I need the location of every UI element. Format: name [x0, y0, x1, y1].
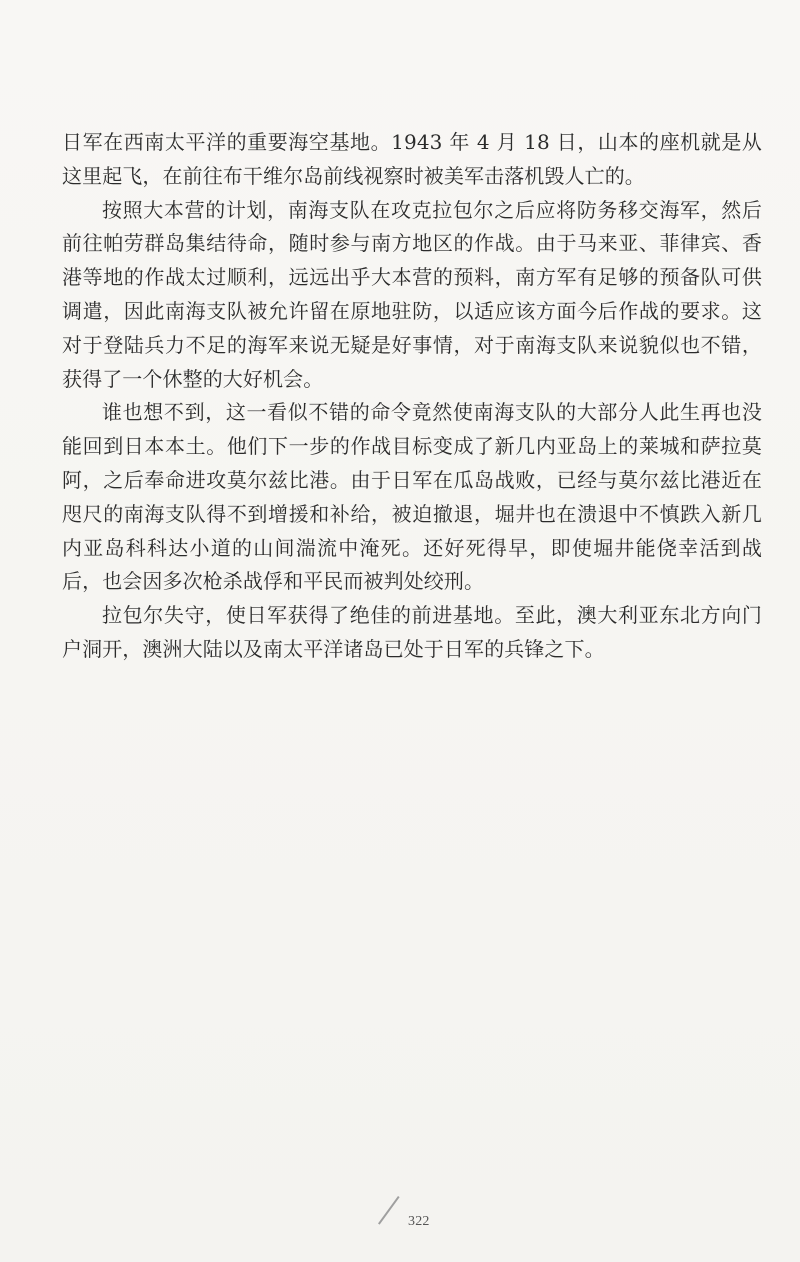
page-number-slash	[378, 1196, 400, 1225]
page-number: 322	[408, 1214, 430, 1229]
paragraph-2: 按照大本营的计划，南海支队在攻克拉包尔之后应将防务移交海军，然后前往帕劳群岛集结待命，随时参与南方地区的作战。由于马来亚、菲律宾、香港等地的作战太过顺利，远远出乎大本营的预料，南方军有足够的预备队可供调遣，因此南海支队被允许留在原地驻防，以适应该方面今后作战的要求。这对于登陆兵力不足的海军来说无疑是好事情，对于南海支队来说貌似也不错，获得了一个休整的大好机会。	[62, 197, 762, 391]
page-footer	[388, 1196, 448, 1240]
paragraph-3: 谁也想不到，这一看似不错的命令竟然使南海支队的大部分人此生再也没能回到日本本土。他们下一步的作战目标变成了新几内亚岛上的莱城和萨拉莫阿，之后奉命进攻莫尔兹比港。由于日军在瓜岛战败，已经与莫尔兹比港近在咫尺的南海支队得不到增援和补给，被迫撤退，堀井也在溃退中不慎跌入新几内亚岛科科达小道的山间湍流中淹死。还好死得早，即使堀井能侥幸活到战后，也会因多次枪杀战俘和平民而被判处绞刑。	[62, 400, 762, 594]
paragraph-1: 日军在西南太平洋的重要海空基地。1943 年 4 月 18 日，山本的座机就是从这里起飞，在前往布干维尔岛前线视察时被美军击落机毁人亡的。	[62, 130, 762, 188]
page-content	[62, 126, 762, 667]
paragraph-4: 拉包尔失守，使日军获得了绝佳的前进基地。至此，澳大利亚东北方向门户洞开，澳洲大陆以及南太平洋诸岛已处于日军的兵锋之下。	[62, 603, 762, 661]
